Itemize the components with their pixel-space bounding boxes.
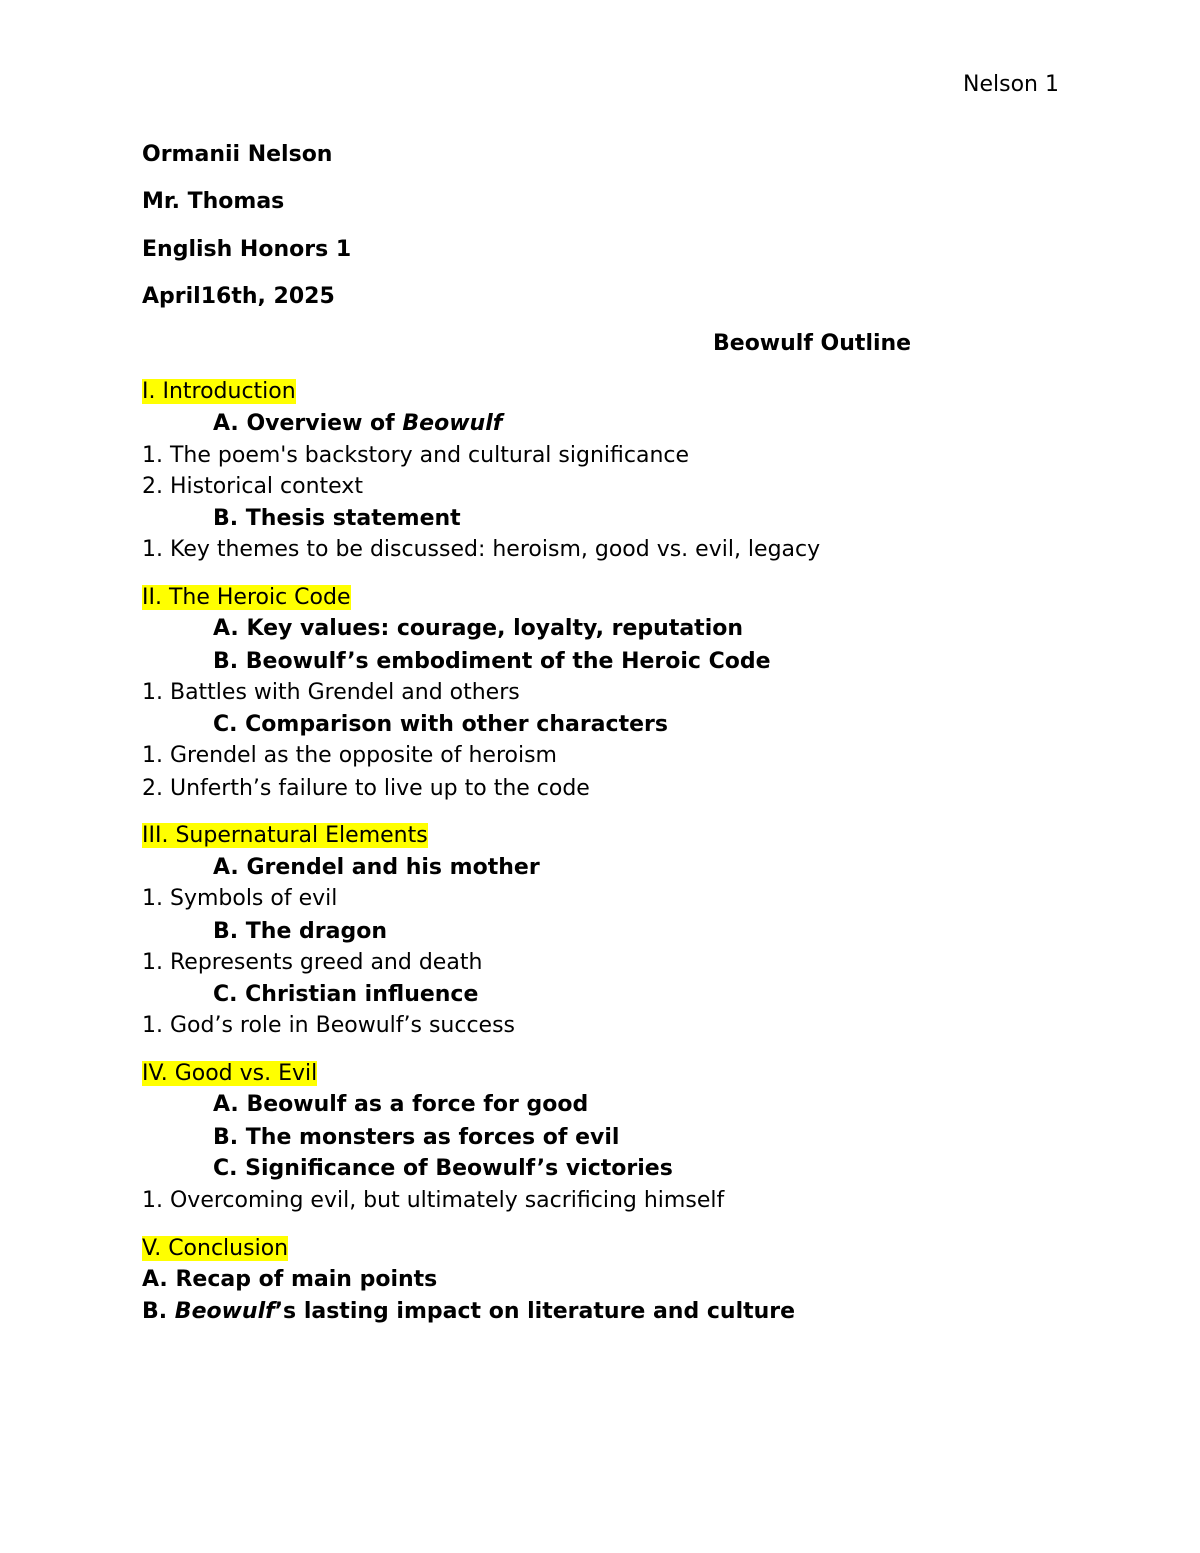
section-2-point-b: B. Beowulf’s embodiment of the Heroic Code <box>213 649 771 674</box>
section-1-point-b: B. Thesis statement <box>213 506 461 531</box>
student-name: Ormanii Nelson <box>142 142 333 167</box>
section-4-title: IV. Good vs. Evil <box>142 1061 318 1086</box>
section-2-title: II. The Heroic Code <box>142 585 351 610</box>
section-3-point-c: C. Christian influence <box>213 982 479 1007</box>
section-4-heading <box>142 1060 317 1088</box>
section-1-a-item-2: 2. Historical context <box>142 474 363 499</box>
section-2-point-c: C. Comparison with other characters <box>213 712 668 737</box>
point-b-prefix: B. <box>142 1299 175 1324</box>
point-a-text: A. Overview of <box>213 411 403 436</box>
section-4-point-a: A. Beowulf as a force for good <box>213 1092 589 1117</box>
section-5-point-a: A. Recap of main points <box>142 1267 438 1292</box>
document-title: Beowulf Outline <box>713 331 912 356</box>
point-b-italic: Beowulf <box>174 1299 275 1324</box>
section-1-title: I. Introduction <box>142 379 296 404</box>
section-1-b-item-1: 1. Key themes to be discussed: heroism, good vs. evil, legacy <box>142 537 821 562</box>
date: April16th, 2025 <box>142 284 335 309</box>
section-2-c-item-1: 1. Grendel as the opposite of heroism <box>142 743 557 768</box>
section-3-b-item-1: 1. Represents greed and death <box>142 950 483 975</box>
section-4-c-item-1: 1. Overcoming evil, but ultimately sacrificing himself <box>142 1188 725 1213</box>
section-5-point-b <box>142 1298 795 1326</box>
section-4-point-b: B. The monsters as forces of evil <box>213 1125 620 1150</box>
section-1-heading <box>142 378 296 406</box>
section-2-c-item-2: 2. Unferth’s failure to live up to the code <box>142 776 590 801</box>
section-3-a-item-1: 1. Symbols of evil <box>142 886 338 911</box>
section-3-title: III. Supernatural Elements <box>142 823 428 848</box>
section-5-title: V. Conclusion <box>142 1236 289 1261</box>
point-b-suffix: ’s lasting impact on literature and culture <box>274 1299 796 1324</box>
course-name: English Honors 1 <box>142 237 352 262</box>
teacher-name: Mr. Thomas <box>142 189 285 214</box>
page-header: Nelson 1 <box>963 72 1059 97</box>
section-3-point-a: A. Grendel and his mother <box>213 855 540 880</box>
section-2-heading <box>142 584 351 612</box>
section-1-point-a <box>213 410 502 438</box>
section-2-point-a: A. Key values: courage, loyalty, reputation <box>213 616 744 641</box>
section-3-heading <box>142 822 428 850</box>
section-3-c-item-1: 1. God’s role in Beowulf’s success <box>142 1013 516 1038</box>
section-4-point-c: C. Significance of Beowulf’s victories <box>213 1156 673 1181</box>
section-1-a-item-1: 1. The poem's backstory and cultural significance <box>142 443 690 468</box>
section-3-point-b: B. The dragon <box>213 919 388 944</box>
point-a-italic: Beowulf <box>402 411 503 436</box>
section-5-heading <box>142 1235 288 1263</box>
section-2-b-item-1: 1. Battles with Grendel and others <box>142 680 520 705</box>
